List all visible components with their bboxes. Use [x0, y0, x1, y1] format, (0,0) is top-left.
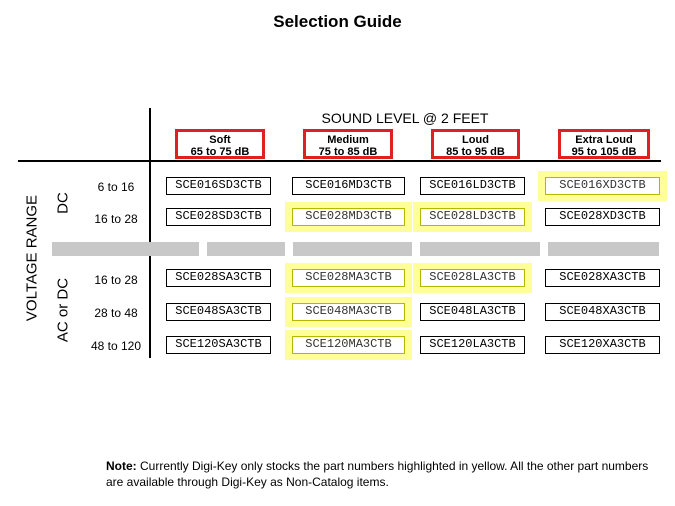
level-soft — [175, 129, 265, 159]
level-medium — [303, 129, 393, 159]
sound-level-header: SOUND LEVEL @ 2 FEET — [321, 110, 489, 126]
part-number-cell: SCE016MD3CTB — [292, 177, 405, 195]
part-number-cell: SCE028XD3CTB — [545, 208, 660, 226]
level-range: 95 to 105 dB — [571, 146, 637, 158]
part-number-cell: SCE028MD3CTB — [292, 208, 405, 226]
level-name: Extra Loud — [575, 134, 633, 146]
level-range: 75 to 85 dB — [318, 146, 378, 158]
voltage-label: 28 to 48 — [94, 306, 138, 320]
voltage-label: 48 to 120 — [90, 339, 142, 353]
part-number-cell: SCE048SA3CTB — [166, 303, 271, 321]
level-loud — [431, 129, 520, 159]
part-number-cell: SCE016LD3CTB — [420, 177, 525, 195]
level-extra-loud — [558, 129, 650, 159]
part-number-cell: SCE120SA3CTB — [166, 336, 271, 354]
part-number-cell: SCE048LA3CTB — [420, 303, 525, 321]
level-name: Soft — [209, 134, 231, 146]
part-number-cell: SCE028SA3CTB — [166, 269, 271, 287]
part-number-cell: SCE016XD3CTB — [545, 177, 660, 195]
part-number-cell: SCE048MA3CTB — [292, 303, 405, 321]
part-number-cell: SCE028LA3CTB — [420, 269, 525, 287]
part-number-cell: SCE028MA3CTB — [292, 269, 405, 287]
page-title: Selection Guide — [273, 12, 402, 31]
table-horizontal-rule — [18, 160, 661, 162]
part-number-cell: SCE028SD3CTB — [166, 208, 271, 226]
level-range: 85 to 95 dB — [446, 146, 505, 158]
part-number-cell: SCE028LD3CTB — [420, 208, 525, 226]
note-label: Note: — [106, 459, 137, 473]
part-number-cell: SCE016SD3CTB — [166, 177, 271, 195]
table-vertical-rule — [149, 108, 151, 358]
part-number-cell: SCE048XA3CTB — [545, 303, 660, 321]
voltage-label: 16 to 28 — [94, 212, 138, 226]
part-number-cell: SCE120LA3CTB — [420, 336, 525, 354]
part-number-cell: SCE120MA3CTB — [292, 336, 405, 354]
voltage-label: 16 to 28 — [94, 273, 138, 287]
footnote — [106, 458, 666, 490]
voltage-range-label: VOLTAGE RANGE — [23, 194, 41, 322]
note-text: Currently Digi-Key only stocks the part numbers highlighted in yellow. All the other part numbers are available through Digi-Key as Non-Catalog items. — [106, 459, 649, 489]
group-dc-label: DC — [54, 192, 72, 214]
level-range: 65 to 75 dB — [190, 146, 250, 158]
section-divider — [52, 242, 659, 256]
voltage-label: 6 to 16 — [97, 180, 135, 194]
part-number-cell: SCE028XA3CTB — [545, 269, 660, 287]
part-number-cell: SCE120XA3CTB — [545, 336, 660, 354]
level-name: Medium — [327, 134, 369, 146]
level-name: Loud — [462, 134, 489, 146]
group-ac-or-dc-label: AC or DC — [54, 277, 72, 343]
